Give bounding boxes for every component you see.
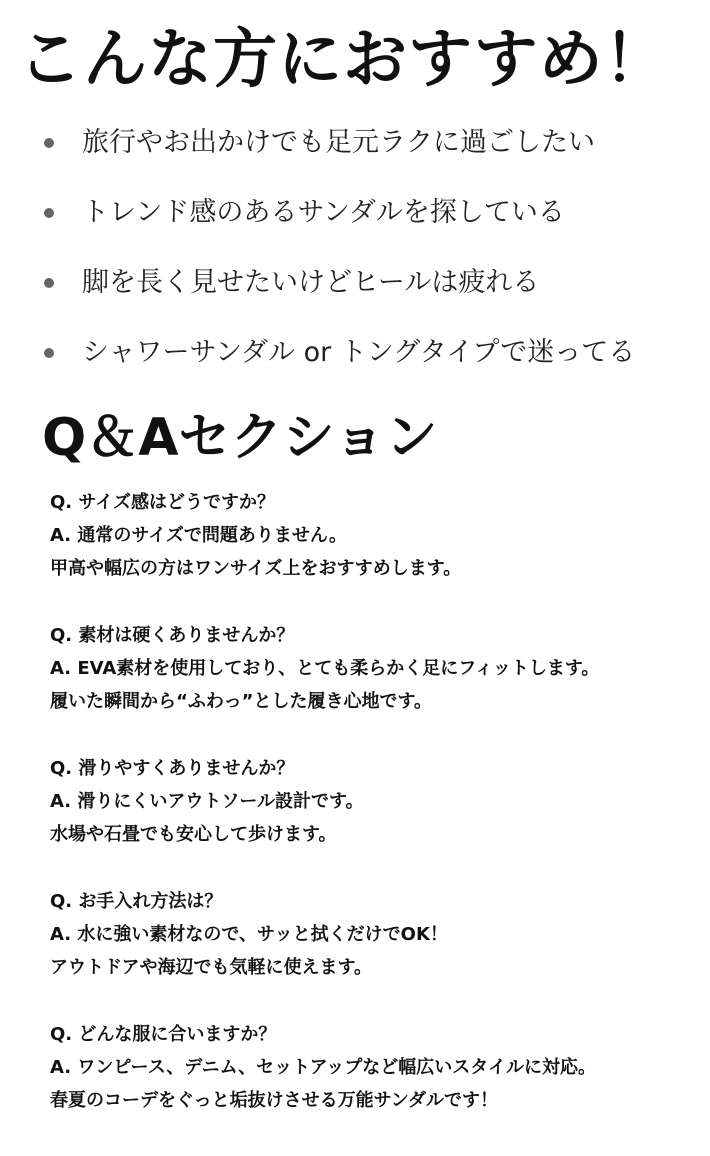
recommendation-text: 脚を長く見せたいけどヒールは疲れる: [82, 267, 540, 298]
recommendation-item: [0, 318, 710, 388]
bullet-icon: [44, 208, 54, 218]
recommendation-item: [0, 108, 710, 178]
qa-answer: A. 滑りにくいアウトソール設計です。: [50, 791, 364, 812]
recommendation-text: 旅行やお出かけでも足元ラクに過ごしたい: [82, 127, 595, 158]
page-title: こんな方におすすめ！: [18, 23, 669, 97]
qa-item: [50, 885, 700, 1018]
qa-answer-continued: 春夏のコーデをぐっと垢抜けさせる万能サンダルです！: [50, 1090, 499, 1111]
qa-answer-continued: アウトドアや海辺でも気軽に使えます。: [50, 957, 373, 978]
qa-list: [50, 486, 700, 1151]
qa-answer-continued: 甲高や幅広の方はワンサイズ上をおすすめします。: [50, 558, 462, 579]
qa-answer: A. 通常のサイズで問題ありません。: [50, 525, 348, 546]
qa-item: [50, 1018, 700, 1151]
qa-question: Q. 滑りやすくありませんか？: [50, 758, 295, 779]
qa-item: [50, 752, 700, 885]
qa-section-heading: Q＆Aセクション: [42, 408, 438, 468]
qa-answer: A. ワンピース、デニム、セットアップなど幅広いスタイルに対応。: [50, 1057, 596, 1078]
qa-question: Q. サイズ感はどうですか？: [50, 492, 275, 513]
recommendation-item: [0, 178, 710, 248]
bullet-icon: [44, 348, 54, 358]
recommendation-text: トレンド感のあるサンダルを探している: [82, 197, 565, 228]
qa-question: Q. お手入れ方法は？: [50, 891, 223, 912]
bullet-icon: [44, 138, 54, 148]
qa-item: [50, 486, 700, 619]
recommendation-list: [0, 108, 710, 388]
qa-answer-continued: 履いた瞬間から“ふわっ”とした履き心地です。: [50, 691, 433, 712]
recommendation-text: シャワーサンダル or トングタイプで迷ってる: [82, 337, 636, 368]
qa-answer: A. 水に強い素材なので、サッと拭くだけでOK！: [50, 924, 448, 945]
recommendation-item: [0, 248, 710, 318]
qa-answer: A. EVA素材を使用しており、とても柔らかく足にフィットします。: [50, 658, 600, 679]
qa-question: Q. 素材は硬くありませんか？: [50, 625, 295, 646]
bullet-icon: [44, 278, 54, 288]
qa-question: Q. どんな服に合いますか？: [50, 1024, 277, 1045]
qa-item: [50, 619, 700, 752]
qa-answer-continued: 水場や石畳でも安心して歩けます。: [50, 824, 337, 845]
